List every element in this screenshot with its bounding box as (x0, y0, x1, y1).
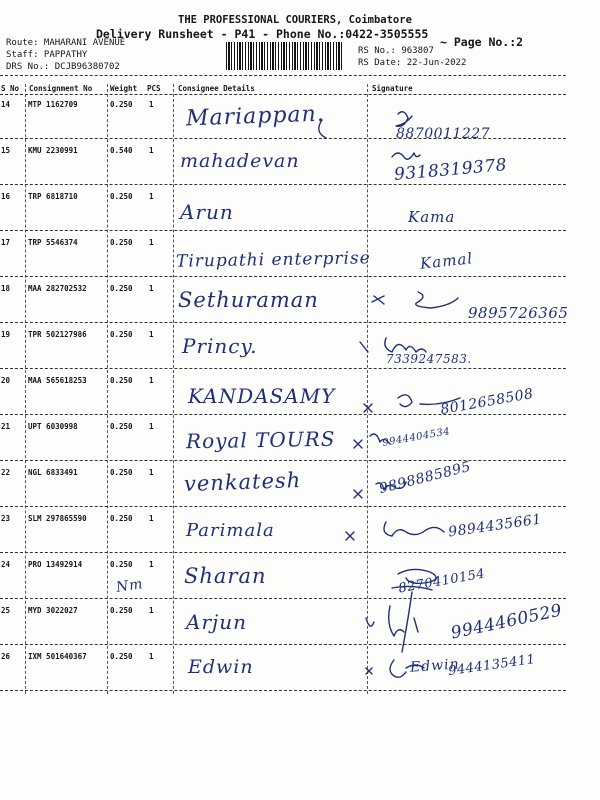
signature-phone: 8870011227 (396, 126, 491, 142)
weight-value: 0.250 (110, 376, 133, 385)
signature-mark (364, 395, 460, 412)
consignee-name: Edwin (188, 656, 254, 678)
weight-value: 0.250 (110, 238, 133, 247)
signature-mark (372, 292, 458, 308)
signature-mark (354, 434, 390, 448)
pcs-value: 1 (149, 514, 154, 523)
weight-value: 0.540 (110, 146, 133, 155)
consignment-number: NGL 6833491 (28, 468, 78, 477)
consignment-number: TRP 6818710 (28, 192, 78, 201)
pcs-value: 1 (149, 192, 154, 201)
signature-mark (392, 153, 420, 159)
serial-number: 14 (1, 100, 11, 109)
consignment-number: PRO 13492914 (28, 560, 83, 569)
signature-mark (346, 522, 444, 540)
serial-number: 22 (1, 468, 11, 477)
weight-value: 0.250 (110, 192, 133, 201)
weight-value: 0.250 (110, 606, 133, 615)
signature-phone: 9944404534 (381, 426, 452, 449)
signature-phone: 8270410154 (397, 566, 487, 597)
serial-number: 18 (1, 284, 11, 293)
signature-name: Kamal (419, 249, 474, 273)
consignment-number: TPR 502127986 (28, 330, 87, 339)
company-title: THE PROFESSIONAL COURIERS, Coimbatore (178, 14, 412, 26)
rs-number: RS No.: 963807 (358, 46, 434, 56)
consignee-name: Arjun (186, 610, 247, 634)
signature-phone: 8012658508 (439, 385, 535, 419)
col-weight: Weight (110, 84, 138, 93)
consignee-name: Princy. (182, 334, 258, 358)
weight-value: 0.250 (110, 422, 133, 431)
signature-phone: 7339247583. (386, 352, 472, 366)
consignee-name: venkatesh (183, 467, 302, 497)
signature-mark (354, 482, 406, 498)
consignee-name: mahadevan (180, 150, 300, 172)
pcs-value: 1 (149, 284, 154, 293)
runsheet-title: Delivery Runsheet - P41 - Phone No.:0422-3505555 (96, 27, 429, 41)
pcs-value: 1 (149, 146, 154, 155)
margin-note: Nm (115, 576, 145, 596)
page-number: ~ Page No.:2 (440, 35, 524, 49)
signature-mark (366, 606, 418, 636)
serial-number: 16 (1, 192, 11, 201)
pcs-value: 1 (149, 606, 154, 615)
pcs-value: 1 (149, 376, 154, 385)
serial-number: 15 (1, 146, 11, 155)
serial-number: 21 (1, 422, 11, 431)
consignment-number: KMU 2230991 (28, 146, 78, 155)
serial-number: 17 (1, 238, 11, 247)
serial-number: 20 (1, 376, 11, 385)
col-sno: S No (1, 84, 20, 93)
consignment-number: IXM 501640367 (28, 652, 87, 661)
signature-phone: 9894435661 (447, 511, 543, 541)
pcs-value: 1 (149, 422, 154, 431)
signature-phone: 9895726365 (468, 304, 569, 322)
signature-phone: 9318319378 (393, 155, 508, 185)
col-consignment: Consignment No (29, 84, 93, 93)
serial-number: 24 (1, 560, 11, 569)
consignee-name: Parimala (186, 520, 275, 541)
consignee-name: Royal TOURS (185, 426, 336, 454)
weight-value: 0.250 (110, 330, 133, 339)
consignment-number: MAA 565618253 (28, 376, 87, 385)
serial-number: 19 (1, 330, 11, 339)
consignee-name: Sharan (184, 564, 267, 588)
drs-number: DRS No.: DCJB96380702 (6, 62, 120, 72)
pcs-value: 1 (149, 330, 154, 339)
route-label: Route: MAHARANI AVENUE (6, 38, 126, 48)
consignee-name: Arun (180, 200, 234, 224)
weight-value: 0.250 (110, 560, 133, 569)
consignment-number: TRP 5546374 (28, 238, 78, 247)
consignment-number: UPT 6030998 (28, 422, 78, 431)
signature-name: Kama (408, 208, 456, 226)
signature-name: Edwin (409, 656, 461, 676)
serial-number: 23 (1, 514, 11, 523)
serial-number: 26 (1, 652, 11, 661)
consignee-name: Mariappan. (185, 101, 326, 132)
pcs-value: 1 (149, 468, 154, 477)
signature-phone: 9898885895 (377, 458, 473, 498)
pcs-value: 1 (149, 652, 154, 661)
staff-label: Staff: PAPPATHY (6, 50, 88, 60)
weight-value: 0.250 (110, 514, 133, 523)
signature-phone: 9944460529 (449, 600, 565, 644)
signature-phone: 9444135411 (447, 651, 537, 680)
signature-mark (360, 338, 426, 352)
rs-date: RS Date: 22-Jun-2022 (358, 58, 467, 68)
consignment-number: MAA 282702532 (28, 284, 87, 293)
consignee-name: Tirupathi enterprise (175, 248, 371, 272)
weight-value: 0.250 (110, 468, 133, 477)
signature-mark (392, 569, 436, 652)
signature-mark (319, 112, 412, 138)
serial-number: 25 (1, 606, 11, 615)
consignment-number: SLM 297865590 (28, 514, 87, 523)
weight-value: 0.250 (110, 652, 133, 661)
pcs-value: 1 (149, 560, 154, 569)
col-consignee-details: Consignee Details (178, 84, 255, 93)
pcs-value: 1 (149, 100, 154, 109)
col-signature: Signature (372, 84, 413, 93)
consignee-name: Sethuraman (178, 288, 319, 312)
col-pcs: PCS (147, 84, 161, 93)
weight-value: 0.250 (110, 100, 133, 109)
consignment-number: MYD 3022027 (28, 606, 78, 615)
consignee-name: KANDASAMY (188, 384, 336, 408)
consignment-number: MTP 1162709 (28, 100, 78, 109)
pcs-value: 1 (149, 238, 154, 247)
weight-value: 0.250 (110, 284, 133, 293)
